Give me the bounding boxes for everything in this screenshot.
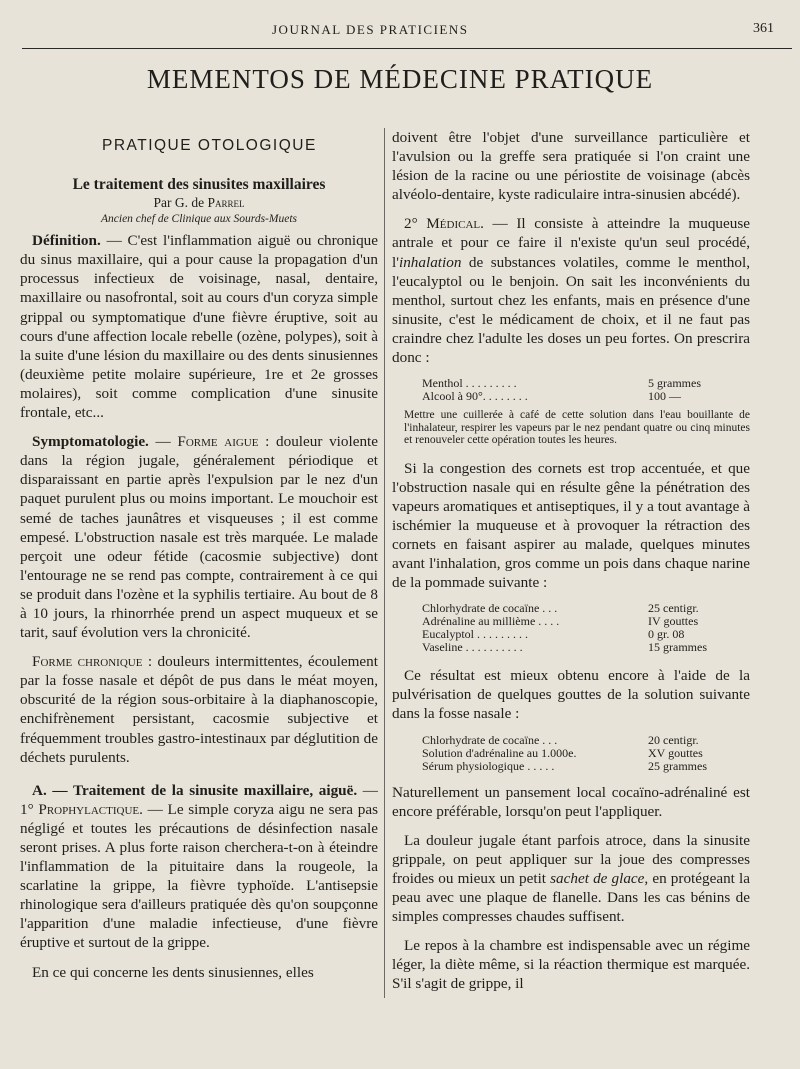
prescription-menthol: [422, 377, 705, 403]
prescription-quantity: 25 centigr.: [648, 601, 699, 616]
prescription-solution: [422, 734, 711, 773]
definition-lead: Définition.: [32, 232, 101, 250]
author-prefix: Par G. de: [153, 195, 208, 211]
prescription-ointment: [422, 602, 711, 654]
prescription-item: Eucalyptol . . . . . . . . .: [422, 627, 528, 642]
column-divider: [384, 128, 385, 998]
treatment-paragraph: [20, 781, 378, 953]
prescription-quantity: 20 centigr.: [648, 732, 699, 747]
prescription-quantity: 100 —: [648, 389, 681, 404]
prophylactic-label: Prophylactique.: [38, 800, 143, 818]
medical-prefix: 2°: [404, 215, 427, 233]
prescription-row: [422, 641, 711, 654]
prescription-item: Chlorhydrate de cocaïne . . .: [422, 601, 558, 616]
header-rule: [22, 48, 792, 49]
rest-paragraph: Le repos à la chambre est indispensable avec un régime léger, la diète même, si la réaction thermique est marquée. S'il s'agit de grippe, il: [392, 937, 750, 993]
medical-paragraph: [392, 214, 750, 367]
running-header: [22, 20, 786, 42]
teeth-paragraph: En ce qui concerne les dents sinusiennes, elles: [32, 963, 314, 981]
definition-text: — C'est l'inflammation aiguë ou chronique du sinus maxillaire, qui a pour cause la propagation d'un processus infectieux de voisinage, nasal, dentaire, maxillaire ou nasofrontal, soit au cours d'un coryza simple grippal ou symptomatique d'une fièvre éruptive, soit au cours d'une affection locale rebelle (ozène, polypes), soit à la suite d'une lésion du maxillaire ou des dents sinusiennes (deuxième petite molaire supérieure, 1re et 2e grosses molaires), soit comme complication d'une sinusite frontale, etc...: [20, 232, 378, 422]
prescription-instructions: Mettre une cuillerée à café de cette solution dans l'eau bouillante de l'inhalateur, respirer les vapeurs par le nez pendant quatre ou cinq minutes et renouveler cette opération toutes les heures.: [404, 409, 750, 447]
pain-text-a: La douleur jugale étant parfois atroce, dans la sinusite grippale, on peut appliquer sur la joue des compresses froides ou mieux un petit: [392, 831, 750, 887]
medical-label: Médical.: [426, 215, 484, 233]
author-name: Parrel: [207, 195, 245, 211]
prophylactic-text: — Le simple coryza aigu ne sera pas négligé et toutes les précautions de désinfection nasale seront prises. A plus forte raison cherchera-t-on à éteindre l'inflammation de la pituitaire dans la rougeole, la scarlatine la grippe, la fièvre typhoïde. L'antisepsie rhinologique sera d'ailleurs pratiquée dès qu'on soupçonne l'apparition d'une maladie infectieuse, d'une fièvre éruptive et surtout de la grippe.: [20, 800, 378, 952]
prescription-item: Menthol . . . . . . . . .: [422, 376, 517, 391]
prescription-row: [422, 747, 711, 760]
prescription-quantity: IV gouttes: [648, 614, 699, 629]
page-number: 361: [753, 21, 774, 36]
symptomatology-paragraph: [20, 432, 378, 642]
dressing-paragraph: Naturellement un pansement local cocaïno-adrénaliné est encore préférable, lorsqu'on peut l'appliquer.: [392, 783, 750, 820]
pain-text-b: , en protégeant la peau avec une plaque de flanelle. Dans les cas bénins de simples compresses chaudes suffisent.: [392, 869, 750, 926]
article-byline: [20, 195, 378, 211]
prophylactic-prefix: — 1°: [20, 781, 378, 818]
right-column: [392, 128, 750, 1004]
left-column: [20, 128, 378, 992]
chronic-form-paragraph: [20, 652, 378, 767]
pain-paragraph: [392, 831, 750, 926]
treatment-heading: A. — Traitement de la sinusite maxillaire, aiguë.: [32, 781, 358, 799]
symptomatology-dash: —: [148, 433, 178, 451]
prescription-row: [422, 760, 711, 773]
medical-text-a: — Il consiste à atteindre la muqueuse antrale et pour ce faire il n'existe qu'un seul procédé, l': [392, 215, 750, 271]
prescription-quantity: 0 gr. 08: [648, 627, 685, 642]
prescription-quantity: 25 grammes: [648, 758, 707, 773]
prescription-item: Sérum physiologique . . . . .: [422, 758, 555, 773]
ice-pack-term: sachet de glace: [550, 869, 645, 887]
pulverisation-paragraph: Ce résultat est mieux obtenu encore à l'aide de la pulvérisation de quelques gouttes de la solution suivante dans la fosse nasale :: [392, 667, 750, 723]
prescription-row: [422, 390, 705, 403]
chronic-form-label: Forme chronique: [32, 653, 143, 671]
prescription-quantity: XV gouttes: [648, 745, 703, 760]
prescription-row: [422, 734, 711, 747]
medical-text-b: de substances volatiles, comme le menthol, l'eucalyptol ou le benjoin. On sait les inconvénients du menthol, surtout chez les enfants, mais en présence d'une sinusite, c'est le médicament de choix, et il ne faut pas craindre chez l'adulte les doses un peu fortes. On prescrira donc :: [392, 253, 750, 367]
symptomatology-lead: Symptomatologie.: [32, 433, 149, 451]
definition-paragraph: [20, 231, 378, 422]
prescription-quantity: 15 grammes: [648, 640, 707, 655]
congestion-paragraph: Si la congestion des cornets est trop accentuée, et que l'obstruction nasale qui en résulte gêne la pénétration des vapeurs aromatiques et antiseptiques, il y a tout avantage à ischémier la muqueuse et à provoquer la rétraction des cornets en faisant aspirer au malade, quelques minutes avant l'inhalation, gros comme un pois dans chaque narine de la pommade suivante :: [392, 459, 750, 592]
page-title: MEMENTOS DE MÉDECINE PRATIQUE: [146, 64, 654, 94]
chronic-form-text: : douleurs intermittentes, écoulement par la fosse nasale et dépôt de pus dans le méat moyen, obscurité de la région sous-orbitaire à la diaphanoscopie, enchifrènement persistant, cacosmie subjective et fréquemment troubles gastro-intestinaux par déglutition de déchets purulents.: [20, 653, 378, 766]
prescription-item: Solution d'adrénaline au 1.000e.: [422, 745, 577, 760]
prescription-quantity: 5 grammes: [648, 376, 701, 391]
section-heading: PRATIQUE OTOLOGIQUE: [102, 137, 317, 154]
prescription-item: Alcool à 90°. . . . . . . .: [422, 389, 528, 404]
acute-form-text: : douleur violente dans la région jugale, généralement périodique et disparaissant en partie après l'expulsion par le nez d'un paquet purulent plus ou moins important. Le mouchoir est semé de taches jaunâtres et visqueuses ; il est comme empesé. L'obstruction nasale est très marquée. Le malade perçoit une odeur fétide (cacosmie subjective) dont l'entourage ne se rend pas compte, contrairement à ce qui se produit dans l'ozène et la syphilis tertiaire. Au bout de 8 à 10 jours, la rhinorrhée prend un aspect muqueux et se tarit, sauf évolution vers la chronicité.: [20, 433, 378, 642]
prescription-item: Vaseline . . . . . . . . . .: [422, 640, 523, 655]
acute-form-label: Forme aigue: [177, 433, 259, 451]
continuation-paragraph: doivent être l'objet d'une surveillance particulière et l'avulsion ou la greffe sera pratiquée si l'on craint une lésion de la racine ou une périostite de voisinage (abcès alvéolo-dentaire, kyste radiculaire intra-sinusien abcédé).: [392, 129, 750, 204]
article-title: Le traitement des sinusites maxillaires: [72, 176, 326, 194]
prescription-item: Adrénaline au millième . . . .: [422, 614, 560, 629]
author-affiliation: Ancien chef de Clinique aux Sourds-Muets: [101, 213, 297, 226]
prescription-item: Chlorhydrate de cocaïne . . .: [422, 732, 558, 747]
inhalation-term: inhalation: [398, 253, 462, 271]
journal-title: JOURNAL DES PRATICIENS: [272, 22, 469, 37]
